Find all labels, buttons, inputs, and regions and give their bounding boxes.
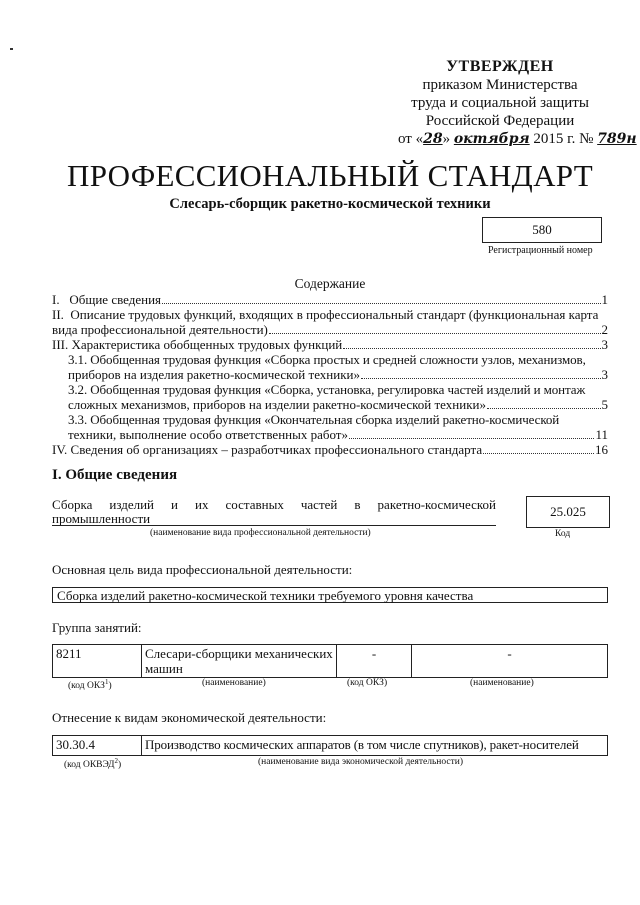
toc-leader (483, 453, 594, 454)
activity-kind-name (52, 497, 496, 512)
toc-leader (361, 378, 601, 379)
okved-code-caption-close: ) (117, 760, 122, 771)
registration-number-box: 580 (482, 217, 602, 243)
toc-item-text: III. Характеристика обобщенных трудовых функций (52, 337, 343, 352)
handwritten-number: 789н (597, 131, 637, 147)
section-heading: I. Общие сведения (52, 467, 178, 483)
okz-code-caption-text: (код ОКЗ (68, 681, 105, 692)
footnote-mark: 2 (114, 757, 118, 765)
toc-item[interactable] (52, 337, 608, 352)
toc-leader (269, 333, 601, 334)
registration-number-label: Регистрационный номер (488, 245, 593, 256)
approval-line-3: Российской Федерации (425, 113, 575, 129)
date-mid: » (442, 131, 454, 147)
toc-item[interactable] (52, 307, 608, 337)
toc-leader (343, 348, 600, 349)
document-title: ПРОФЕССИОНАЛЬНЫЙ СТАНДАРТ (67, 158, 593, 193)
toc-item-page: 11 (595, 427, 608, 442)
approval-line-1: приказом Министерства (422, 77, 578, 93)
toc-item-page: 3 (601, 337, 608, 352)
toc-item-text-line1: 3.1. Обобщенная трудовая функция «Сборка простых и средней сложности узлов, механизмов, (68, 352, 586, 367)
toc-leader (162, 303, 600, 304)
footnote-mark: 1 (104, 678, 109, 686)
toc-item-text: IV. Сведения об организациях – разработчиках профессионального стандарта (52, 442, 483, 457)
okved-name-cell: Производство космических аппаратов (в том числе спутников), ракет-носителей (142, 736, 608, 756)
approval-line-2: труда и социальной защиты (411, 95, 589, 111)
okved-code-caption (64, 757, 121, 770)
handwritten-month: октября (453, 131, 530, 147)
activity-code-box: 25.025 (526, 496, 610, 528)
toc-item[interactable] (52, 412, 608, 442)
activity-kind-line1: Сборка изделий и их составных частей в ракетно-космической (52, 497, 496, 512)
toc-item-page: 1 (601, 292, 608, 307)
table-of-contents (52, 292, 608, 457)
toc-leader (487, 408, 601, 409)
economic-activity-table (52, 735, 608, 756)
toc-item[interactable] (52, 292, 608, 307)
economic-activity-label: Отнесение к видам экономической деятельности: (52, 710, 327, 725)
okved-name-caption: (наименование вида экономической деятельности) (258, 757, 463, 767)
toc-item[interactable] (52, 352, 608, 382)
okz-code-cell: 8211 (53, 645, 142, 678)
approval-block (380, 58, 637, 148)
toc-item-text: сложных механизмов, приборов на изделии ракетно-космической техники» (68, 397, 486, 412)
toc-item-page: 2 (601, 322, 608, 337)
toc-heading: Содержание (294, 276, 366, 291)
activity-code-caption: Код (555, 529, 571, 539)
toc-item-page: 3 (601, 367, 608, 382)
occupation-group-label: Группа занятий: (52, 620, 142, 635)
goal-field: Сборка изделий ракетно-космической техники требуемого уровня качества (52, 587, 608, 603)
table-row (53, 645, 608, 678)
okz-code2-cell: - (337, 645, 412, 678)
activity-kind-caption: (наименование вида профессиональной деятельности) (150, 528, 371, 538)
okz-name2-caption: (наименование) (470, 678, 534, 688)
scan-mark (10, 48, 13, 50)
okz-code-caption (68, 678, 112, 691)
toc-item-text: I. Общие сведения (52, 292, 162, 307)
okved-code-cell: 30.30.4 (53, 736, 142, 756)
toc-item[interactable] (52, 382, 608, 412)
toc-item-text: техники, выполнение особо ответственных работ» (68, 427, 348, 442)
toc-item-text: вида профессиональной деятельности) (52, 322, 268, 337)
table-row (53, 736, 608, 756)
document-subtitle: Слесарь-сборщик ракетно-космической техники (169, 196, 491, 212)
toc-item-text-line1: 3.3. Обобщенная трудовая функция «Окончательная сборка изделий ракетно-космической (68, 412, 560, 427)
okved-code-caption-text: (код ОКВЭД (64, 760, 115, 771)
toc-item[interactable] (52, 442, 608, 457)
date-year: 2015 г. № (529, 131, 598, 147)
okz-name-cell: Слесари-сборщики механических машин (142, 645, 337, 678)
toc-item-text-line1: 3.2. Обобщенная трудовая функция «Сборка, установка, регулировка частей изделий и монтаж (68, 382, 586, 397)
okz-name2-cell: - (412, 645, 608, 678)
approval-date-line (380, 130, 637, 148)
toc-item-text-line1: II. Описание трудовых функций, входящих в профессиональный стандарт (функциональная карта (52, 307, 599, 322)
activity-kind-underline (52, 525, 496, 526)
goal-label: Основная цель вида профессиональной деятельности: (52, 562, 353, 577)
toc-leader (349, 438, 594, 439)
okz-code-caption-close: ) (108, 681, 112, 692)
toc-item-text: приборов на изделия ракетно-космической техники» (68, 367, 360, 382)
handwritten-day: 28 (423, 131, 443, 147)
date-prefix: от « (398, 131, 424, 147)
toc-item-page: 16 (595, 442, 608, 457)
toc-item-page: 5 (601, 397, 608, 412)
activity-kind-line2: промышленности (52, 511, 151, 526)
okz-name-caption: (наименование) (202, 678, 266, 688)
okz-code2-caption: (код ОКЗ) (347, 678, 388, 688)
occupation-group-table (52, 644, 608, 678)
approval-title: УТВЕРЖДЕН (446, 58, 554, 75)
